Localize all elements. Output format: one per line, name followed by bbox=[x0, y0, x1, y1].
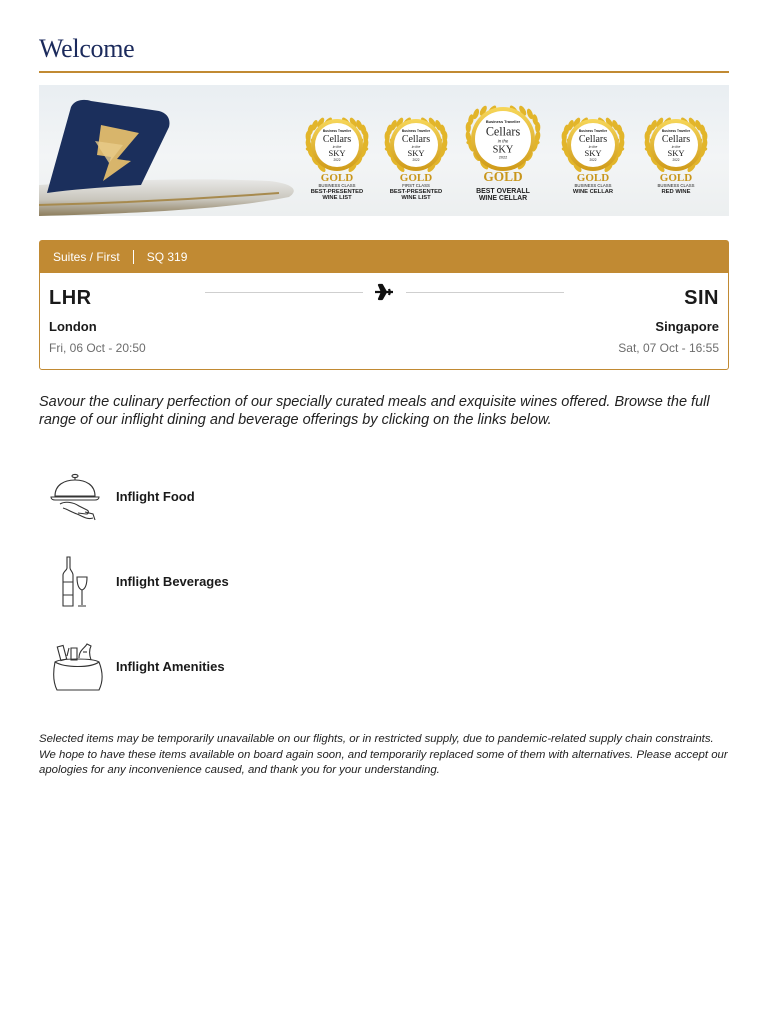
awards-banner bbox=[39, 85, 729, 216]
award-year: 2022 bbox=[412, 158, 420, 162]
award-class: BUSINESS CLASS bbox=[657, 183, 695, 188]
award-medal bbox=[305, 116, 369, 201]
cellars-wordmark: Cellars bbox=[578, 134, 608, 145]
sky-wordmark: SKY bbox=[584, 148, 602, 158]
arrival-datetime: Sat, 07 Oct - 16:55 bbox=[618, 341, 719, 355]
award-medal bbox=[384, 116, 448, 201]
award-year: 2022 bbox=[333, 158, 341, 162]
award-medal bbox=[465, 104, 541, 202]
title-divider bbox=[39, 71, 729, 73]
award-year: 2022 bbox=[589, 158, 597, 162]
aircraft-tail-icon bbox=[39, 100, 294, 216]
departure-datetime: Fri, 06 Oct - 20:50 bbox=[49, 341, 146, 355]
award-title: BEST-PRESENTED bbox=[389, 189, 443, 195]
banner-graphic bbox=[39, 85, 729, 216]
award-class: FIRST CLASS bbox=[402, 183, 430, 188]
amenity-kit-icon bbox=[49, 638, 105, 694]
cabin-class: Suites / First bbox=[53, 250, 120, 264]
medal-grade: GOLD bbox=[320, 172, 354, 184]
in-the-label: in the bbox=[497, 138, 509, 144]
award-medal bbox=[644, 116, 708, 195]
inflight-food-link[interactable] bbox=[49, 468, 449, 524]
in-the-label: in the bbox=[332, 145, 342, 149]
award-class: BUSINESS CLASS bbox=[318, 183, 356, 188]
award-class: BUSINESS CLASS bbox=[574, 183, 612, 188]
route-line-left bbox=[205, 292, 363, 293]
intro-text: Savour the culinary perfection of our specially curated meals and exquisite wines offered. Browse the full range of our inflight dining and beverage offerings by clicking on the links below. bbox=[39, 394, 710, 428]
sky-wordmark: SKY bbox=[667, 148, 685, 158]
award-subtitle: WINE LIST bbox=[401, 195, 431, 201]
magazine-label: Business Traveller bbox=[661, 129, 691, 133]
header-separator bbox=[133, 250, 134, 264]
sky-wordmark: SKY bbox=[407, 148, 425, 158]
inflight-beverages-link[interactable] bbox=[49, 553, 449, 609]
sky-wordmark: SKY bbox=[328, 148, 346, 158]
medal-grade: GOLD bbox=[659, 172, 693, 184]
airplane-icon bbox=[374, 282, 394, 302]
laurel-leaf bbox=[535, 122, 540, 133]
destination-city: Singapore bbox=[655, 319, 719, 334]
award-title: WINE CELLAR bbox=[572, 189, 614, 195]
award-subtitle: WINE LIST bbox=[322, 195, 352, 201]
award-subtitle: WINE CELLAR bbox=[478, 195, 528, 202]
flight-card-header bbox=[40, 241, 728, 273]
cellars-wordmark: Cellars bbox=[401, 134, 431, 145]
magazine-label: Business Traveller bbox=[485, 119, 521, 125]
cellars-wordmark: Cellars bbox=[661, 134, 691, 145]
inflight-amenities-link[interactable] bbox=[49, 638, 449, 694]
award-title: BEST-PRESENTED bbox=[310, 189, 364, 195]
inflight-beverages-label: Inflight Beverages bbox=[116, 573, 229, 589]
inflight-food-label: Inflight Food bbox=[116, 488, 195, 504]
medal-grade: GOLD bbox=[576, 172, 610, 184]
medal-grade: GOLD bbox=[399, 172, 433, 184]
laurel-leaf bbox=[466, 122, 471, 133]
award-year: 2022 bbox=[672, 158, 680, 162]
inflight-amenities-label: Inflight Amenities bbox=[116, 658, 225, 674]
medal-grade: GOLD bbox=[483, 169, 523, 184]
flight-number: SQ 319 bbox=[146, 250, 188, 264]
origin-code: LHR bbox=[49, 287, 92, 309]
award-title: BEST OVERALL bbox=[476, 188, 530, 195]
destination-code: SIN bbox=[684, 287, 719, 309]
sky-wordmark: SKY bbox=[492, 144, 514, 156]
cloche-icon bbox=[49, 468, 105, 524]
flight-card bbox=[39, 240, 729, 370]
cellars-wordmark: Cellars bbox=[485, 124, 521, 139]
page-title: Welcome bbox=[39, 34, 135, 63]
cellars-wordmark: Cellars bbox=[322, 134, 352, 145]
route-line-right bbox=[406, 292, 564, 293]
award-medal bbox=[561, 116, 625, 195]
magazine-label: Business Traveller bbox=[322, 129, 352, 133]
award-title: RED WINE bbox=[661, 189, 691, 195]
in-the-label: in the bbox=[671, 145, 681, 149]
award-year: 2022 bbox=[498, 154, 508, 160]
magazine-label: Business Traveller bbox=[401, 129, 431, 133]
origin-city: London bbox=[49, 319, 97, 334]
supply-notice: Selected items may be temporarily unavailable on our flights, or in restricted supply, due to pandemic-related supply chain constraints. We hope to have these items available on board again soon, and temporarily replaced some of them with alternatives. Please accept our apologies for any inconvenience caused, and thank you for your understanding. bbox=[39, 733, 728, 776]
in-the-label: in the bbox=[411, 145, 421, 149]
in-the-label: in the bbox=[588, 145, 598, 149]
wine-bottle-glass-icon bbox=[49, 553, 105, 609]
magazine-label: Business Traveller bbox=[578, 129, 608, 133]
